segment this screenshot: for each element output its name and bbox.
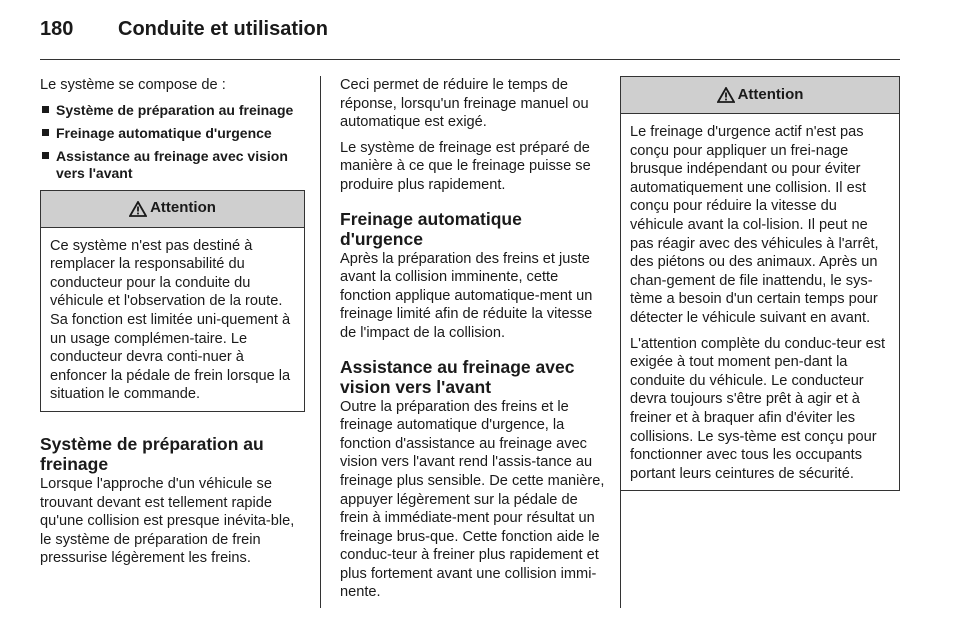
bullet-square-icon xyxy=(42,129,49,136)
header-divider xyxy=(40,59,900,60)
column-2 xyxy=(340,76,606,609)
page-title: Conduite et utilisation xyxy=(118,18,328,40)
warning-body xyxy=(621,114,899,490)
section-text: Lorsque l'approche d'un véhicule se trouvant devant est tellement rapide qu'une collision est presque inévita-ble, le système de préparation de frein pressurise légèrement les freins. xyxy=(40,475,295,567)
list-item: Assistance au freinage avec vision vers l'avant xyxy=(40,148,305,182)
warning-box xyxy=(40,190,305,412)
section-text: Outre la préparation des freins et le freinage automatique d'urgence, la fonction d'assistance au freinage avec vision vers l'avant rend l'assis-tance au freinage plus sensible. De cette manière, appuyer légèrement sur la pédale de frein à immédiate-ment pour résultat un freinage brus-que. Cette fonction aide le conduc-teur à freiner plus rapidement et plus fortement avant une collision immi-nente. xyxy=(340,398,605,601)
warning-text: Ce système n'est pas destiné à remplacer la responsabilité du conducteur pour la conduite du véhicule et l'observation de la route. Sa fonction est limitée uni-quement à un usage complémen-taire. Le conducteur devra conti-nuer à enfoncer la pédale de frein lorsque la situation le commande. xyxy=(50,237,291,403)
warning-title: Attention xyxy=(150,199,216,217)
warning-triangle-icon xyxy=(717,87,735,103)
warning-text: Le freinage d'urgence actif n'est pas conçu pour appliquer un frei-nage brusque indépendant ou pour éviter automatiquement une collision. Il est conçu pour réduire la vitesse du véhicule avant la col-lision. Il peut ne pas réagir avec des véhicules à l'arrêt, des piétons ou des animaux. Après un chan-gement de file inattendu, le sys-tème a besoin d'un certain temps pour détecter le véhicule suivant en avant. xyxy=(630,124,879,326)
list-item: Freinage automatique d'urgence xyxy=(40,125,305,142)
section-heading: Assistance au freinage avec vision vers l'avant xyxy=(340,356,575,397)
component-list xyxy=(40,102,305,182)
warning-box xyxy=(620,76,900,491)
bullet-square-icon xyxy=(42,106,49,113)
warning-title: Attention xyxy=(737,85,804,103)
page-number: 180 xyxy=(40,18,74,40)
section-text: Après la préparation des freins et juste avant la collision imminente, cette fonction applique automatique-ment un freinage limité afin de réduite la vitesse de l'impact de la collision. xyxy=(340,250,593,341)
column-divider-1 xyxy=(320,76,321,608)
warning-text: L'attention complète du conduc-teur est exigée à tout moment pen-dant la conduite du véhicule. Le conducteur devra toujours s'être prêt à agir et à freiner et à braquer afin d'éviter les collisions. Le sys-tème est conçu pour fonctionner avec tous les occupants portant leurs ceintures de sécurité. xyxy=(630,335,886,482)
warning-header xyxy=(621,77,899,114)
intro-text: Le système se compose de : xyxy=(40,77,226,93)
paragraph: Ceci permet de réduire le temps de réponse, lorsqu'un freinage manuel ou automatique est exigé. xyxy=(340,77,589,131)
list-item: Système de préparation au freinage xyxy=(40,102,305,119)
section-heading: Freinage automatique d'urgence xyxy=(340,208,522,249)
column-1 xyxy=(40,76,305,575)
warning-triangle-icon xyxy=(129,201,147,217)
bullet-square-icon xyxy=(42,152,49,159)
section-heading: Système de préparation au freinage xyxy=(40,433,264,474)
paragraph: Le système de freinage est préparé de manière à ce que le freinage puisse se produire plus rapidement. xyxy=(340,139,591,193)
column-3 xyxy=(620,76,900,491)
page-header xyxy=(40,18,328,48)
warning-header xyxy=(41,191,304,228)
